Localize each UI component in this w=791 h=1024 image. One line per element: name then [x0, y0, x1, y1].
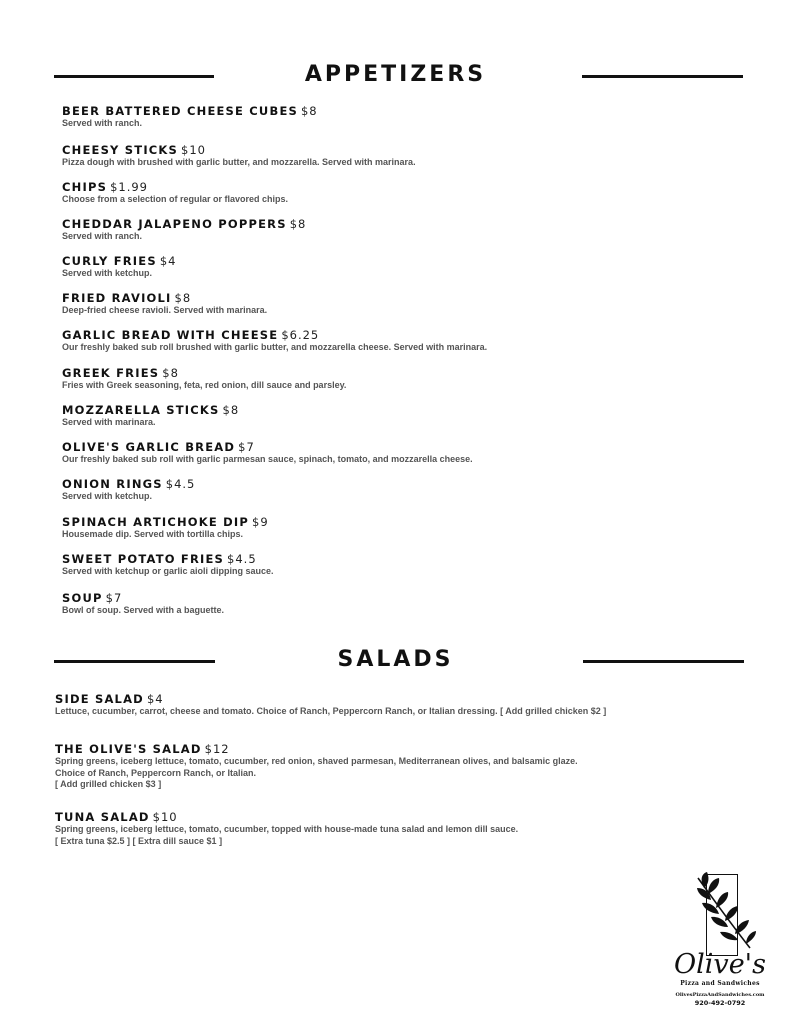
item-price: $8 — [300, 104, 318, 118]
olives-logo — [670, 870, 780, 1010]
item-name: OLIVE'S GARLIC BREAD — [62, 440, 236, 454]
item-name: CHEESY STICKS — [62, 143, 179, 157]
item-description: Served with ketchup. — [62, 268, 153, 278]
logo-script-text: Olive's — [674, 949, 766, 980]
item-description: Spring greens, iceberg lettuce, tomato, cucumber, red onion, shaved parmesan, Mediterranean olives, and balsamic glaze. — [55, 756, 578, 766]
menu-item — [62, 552, 274, 578]
menu-item — [62, 254, 176, 280]
item-name: SOUP — [62, 591, 103, 605]
salads-title: SALADS — [337, 647, 454, 672]
item-name: BEER BATTERED CHEESE CUBES — [62, 104, 298, 118]
appetizers-title: APPETIZERS — [304, 62, 487, 87]
menu-item — [55, 810, 518, 847]
item-description: [ Add grilled chicken $3 ] — [55, 779, 162, 789]
menu-item — [62, 104, 318, 130]
item-name: TUNA SALAD — [55, 810, 150, 824]
item-name: CHEDDAR JALAPENO POPPERS — [62, 217, 287, 231]
item-description: Choose from a selection of regular or flavored chips. — [62, 194, 289, 204]
menu-item — [62, 403, 239, 429]
item-name: GARLIC BREAD WITH CHEESE — [62, 328, 279, 342]
item-name: THE OLIVE'S SALAD — [55, 742, 202, 756]
item-name: GREEK FRIES — [62, 366, 160, 380]
menu-item — [62, 440, 473, 466]
item-price: $6.25 — [281, 328, 320, 342]
item-description: Our freshly baked sub roll brushed with garlic butter, and mozzarella cheese. Served with marinara. — [62, 342, 488, 352]
item-description: Our freshly baked sub roll with garlic parmesan sauce, spinach, tomato, and mozzarella cheese. — [62, 454, 473, 464]
item-name: ONION RINGS — [62, 477, 163, 491]
menu-item — [62, 180, 288, 206]
item-description: Choice of Ranch, Peppercorn Ranch, or Italian. — [55, 767, 257, 778]
item-price: $4.5 — [165, 477, 196, 491]
item-name: MOZZARELLA STICKS — [62, 403, 220, 417]
item-description: Served with ketchup or garlic aioli dipping sauce. — [62, 566, 274, 576]
item-price: $9 — [252, 515, 269, 529]
item-description: Spring greens, iceberg lettuce, tomato, cucumber, topped with house-made tuna salad and lemon dill sauce. — [55, 824, 519, 834]
appetizers-right-rule — [582, 75, 743, 78]
item-description: Housemade dip. Served with tortilla chips. — [62, 529, 244, 539]
menu-item — [62, 291, 267, 317]
item-price: $4 — [159, 254, 177, 268]
menu-item — [62, 143, 416, 169]
item-description: Served with ketchup. — [62, 491, 153, 501]
olive-branch-icon — [670, 870, 780, 960]
appetizers-header — [0, 62, 791, 92]
item-description: Served with marinara. — [62, 417, 156, 427]
item-name: SIDE SALAD — [55, 692, 144, 706]
item-name: SPINACH ARTICHOKE DIP — [62, 515, 250, 529]
item-description: Bowl of soup. Served with a baguette. — [62, 605, 225, 615]
logo-website: OlivesPizzaAndSandwiches.com — [675, 992, 765, 998]
item-description: Fries with Greek seasoning, feta, red onion, dill sauce and parsley. — [62, 380, 347, 390]
logo-phone: 920-492-0792 — [694, 999, 746, 1007]
item-price: $7 — [105, 591, 123, 605]
item-price: $8 — [162, 366, 179, 380]
item-description: Served with ranch. — [62, 118, 143, 128]
menu-item — [62, 217, 306, 243]
item-name: CHIPS — [62, 180, 108, 194]
item-description: Served with ranch. — [62, 231, 143, 241]
item-price: $4.5 — [227, 552, 257, 566]
menu-item — [62, 515, 269, 541]
item-price: $10 — [152, 810, 178, 824]
item-price: $1.99 — [110, 180, 148, 194]
menu-item — [62, 591, 224, 617]
item-price: $12 — [204, 742, 230, 756]
item-name: SWEET POTATO FRIES — [62, 552, 225, 566]
menu-item — [62, 328, 487, 354]
menu-item — [55, 742, 578, 791]
item-description: [ Extra tuna $2.5 ] [ Extra dill sauce $1 ] — [55, 835, 223, 846]
menu-item — [62, 477, 195, 503]
salads-header — [0, 647, 791, 677]
item-price: $4 — [146, 692, 164, 706]
item-description: Pizza dough with brushed with garlic butter, and mozzarella. Served with marinara. — [62, 157, 416, 167]
item-price: $8 — [289, 217, 307, 231]
menu-item — [55, 692, 606, 718]
menu-item — [62, 366, 346, 392]
item-description: Deep-fried cheese ravioli. Served with marinara. — [62, 305, 268, 315]
item-name: CURLY FRIES — [62, 254, 157, 268]
item-price: $8 — [174, 291, 192, 305]
item-price: $7 — [238, 440, 255, 454]
item-name: FRIED RAVIOLI — [62, 291, 172, 305]
logo-subtitle: Pizza and Sandwiches — [680, 980, 760, 987]
salads-right-rule — [583, 660, 744, 663]
item-price: $8 — [222, 403, 240, 417]
item-description: Lettuce, cucumber, carrot, cheese and tomato. Choice of Ranch, Peppercorn Ranch, or Italian dressing. [ Add grilled chicken $2 ] — [55, 706, 607, 716]
item-price: $10 — [181, 143, 206, 157]
